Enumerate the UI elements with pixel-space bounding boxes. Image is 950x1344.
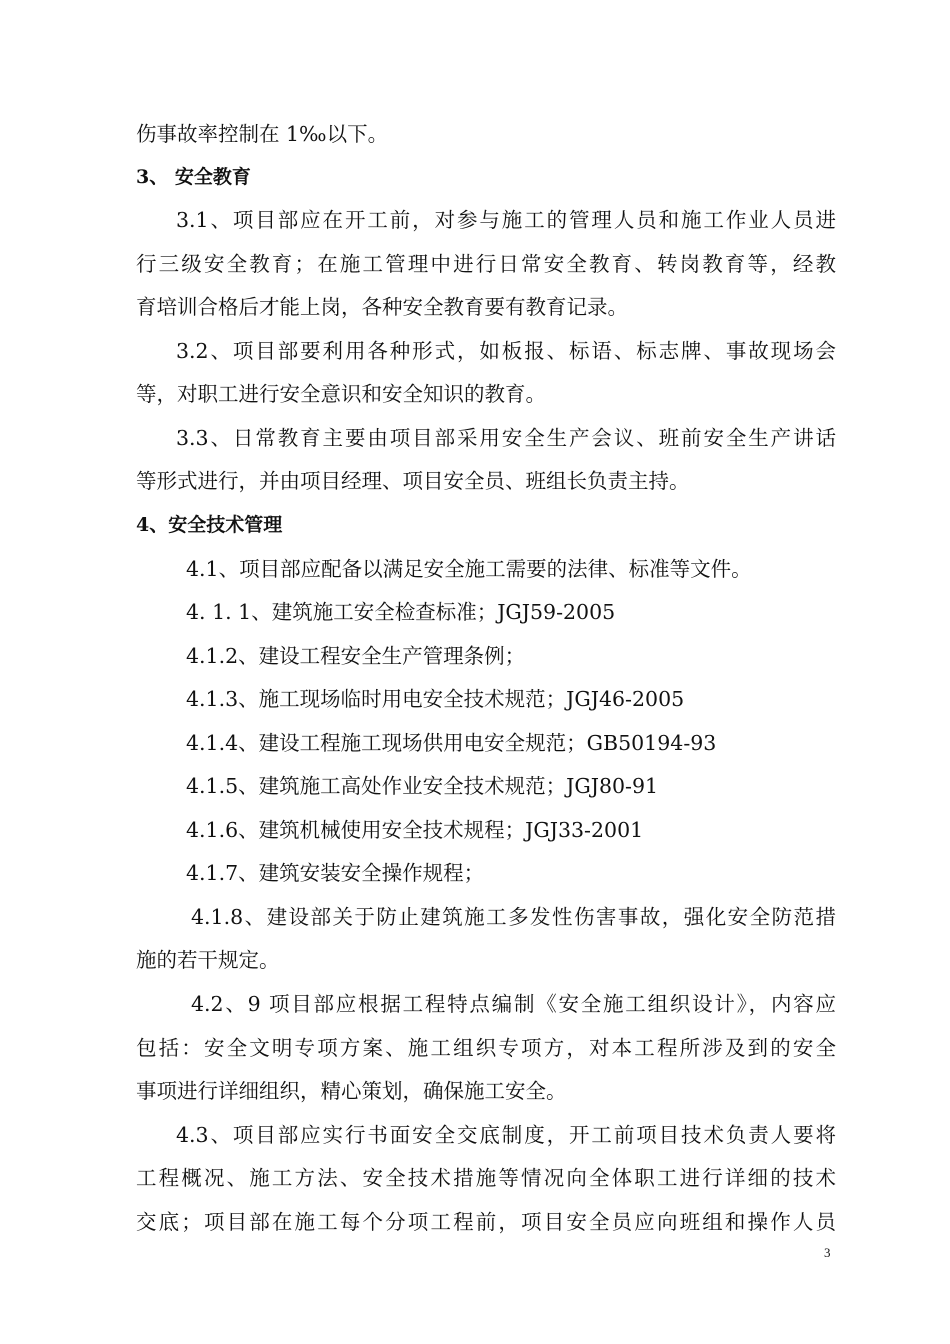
text-line: 3.2、项目部要利用各种形式，如板报、标语、标志牌、事故现场会: [176, 339, 836, 363]
text-line: 等，对职工进行安全意识和安全知识的教育。: [136, 382, 546, 406]
text-line: 4.1.6、建筑机械使用安全技术规程；JGJ33-2001: [186, 818, 644, 842]
text-line: 施的若干规定。: [136, 948, 280, 972]
text-line: 行三级安全教育；在施工管理中进行日常安全教育、转岗教育等，经教: [136, 252, 836, 276]
text-line: 育培训合格后才能上岗，各种安全教育要有教育记录。: [136, 295, 628, 319]
text-line: 等形式进行，并由项目经理、项目安全员、班组长负责主持。: [136, 469, 690, 493]
text-line: 3.3、日常教育主要由项目部采用安全生产会议、班前安全生产讲话: [176, 426, 836, 450]
text-line: 伤事故率控制在 1‰以下。: [136, 122, 389, 146]
text-line: 交底；项目部在施工每个分项工程前，项目安全员应向班组和操作人员: [136, 1210, 836, 1234]
section-heading: 3、 安全教育: [136, 166, 251, 188]
text-line: 4.1.3、施工现场临时用电安全技术规范；JGJ46-2005: [186, 687, 685, 711]
text-line: 4. 1. 1、建筑施工安全检查标准；JGJ59-2005: [186, 600, 616, 624]
text-line: 4.2、9 项目部应根据工程特点编制《安全施工组织设计》，内容应: [191, 992, 836, 1016]
text-line: 事项进行详细组织，精心策划，确保施工安全。: [136, 1079, 567, 1103]
text-line: 4.1.7、建筑安装安全操作规程；: [186, 861, 485, 885]
page-number: 3: [824, 1245, 831, 1260]
text-line: 包括：安全文明专项方案、施工组织专项方，对本工程所涉及到的安全: [136, 1036, 836, 1060]
text-line: 4.1.2、建设工程安全生产管理条例；: [186, 644, 526, 668]
text-line: 工程概况、施工方法、安全技术措施等情况向全体职工进行详细的技术: [136, 1166, 836, 1190]
section-heading: 4、安全技术管理: [136, 514, 283, 536]
text-line: 4.1.4、建设工程施工现场供用电安全规范；GB50194-93: [186, 731, 717, 755]
text-line: 4.1.5、建筑施工高处作业安全技术规范；JGJ80-91: [186, 774, 659, 798]
text-line: 4.3、项目部应实行书面安全交底制度，开工前项目技术负责人要将: [176, 1123, 836, 1147]
text-line: 4.1、项目部应配备以满足安全施工需要的法律、标准等文件。: [186, 557, 752, 581]
text-line: 4.1.8、建设部关于防止建筑施工多发性伤害事故，强化安全防范措: [191, 905, 836, 929]
text-line: 3.1、项目部应在开工前，对参与施工的管理人员和施工作业人员进: [176, 208, 836, 232]
